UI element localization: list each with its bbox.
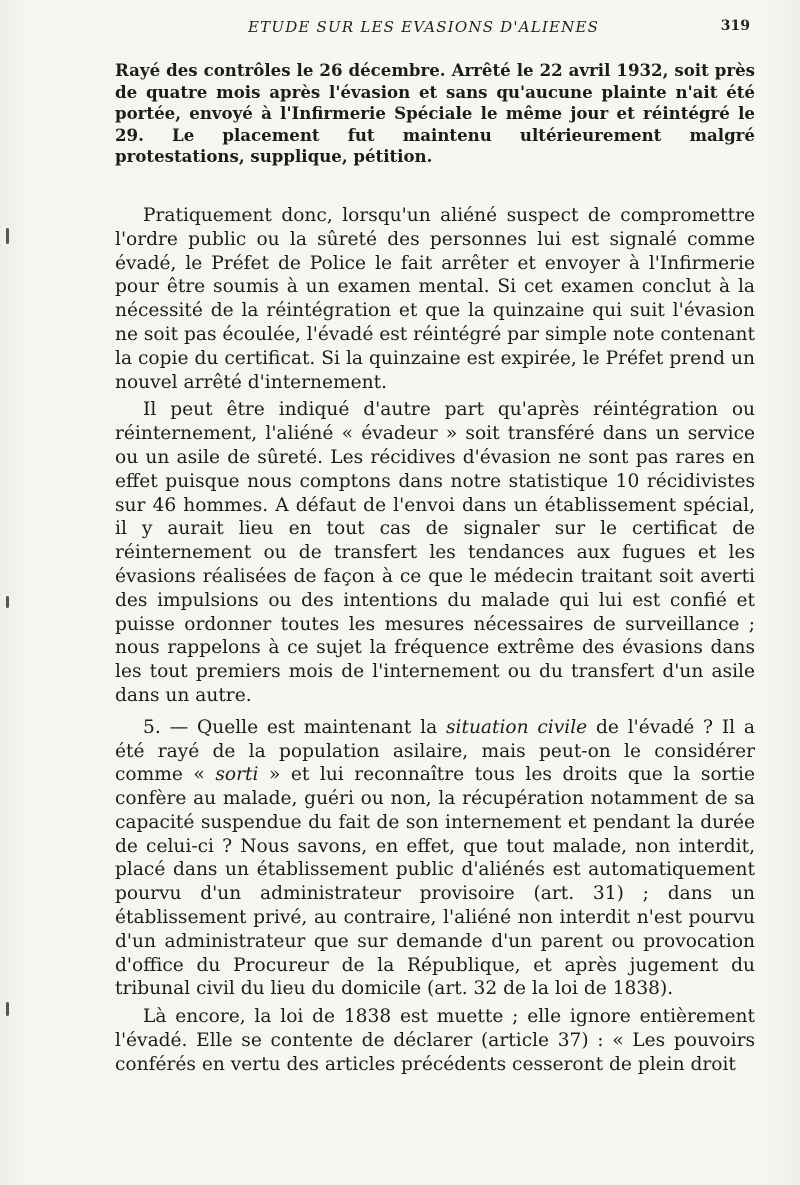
section-sorti: sorti <box>215 764 259 786</box>
section-5-paragraph <box>115 716 755 1002</box>
section-dash: — <box>169 716 189 738</box>
section-number: 5. <box>143 716 161 738</box>
page-body <box>115 60 755 1077</box>
section-middle: de l'évadé ? Il a été rayé de la population asilaire, mais peut-on le considérer comme « <box>115 716 755 786</box>
running-title: ETUDE SUR LES EVASIONS D'ALIENES <box>248 18 600 36</box>
section-rest: » et lui reconnaître tous les droits que la sortie confère au malade, guéri ou non, la récupération notamment de sa capacité suspendue du fait de son internement et pendant la durée de celui-ci ? Nous savons, en effet, que tout malade, non interdit, placé dans un établissement public d'aliénés est automatiquement pourvu d'un administrateur provisoire (art. 31) ; dans un établissement privé, au contraire, l'aliéné non interdit n'est pourvu d'un administrateur que sur demande d'un parent ou provocation d'office du Procureur de la République, et après jugement du tribunal civil du lieu du domicile (art. 32 de la loi de 1838). <box>115 764 755 1000</box>
practice-paragraph: Pratiquement donc, lorsqu'un aliéné suspect de compromettre l'ordre public ou la sûreté des personnes lui est signalé comme évadé, le Préfet de Police le fait arrêter et envoyer à l'Infirmerie pour être soumis à un examen mental. Si cet examen conclut à la nécessité de la réintégration et que la quinzaine qui suit l'évasion ne soit pas écoulée, l'évadé est réintégré par simple note contenant la copie du certificat. Si la quinzaine est expirée, le Préfet prend un nouvel arrêté d'internement. <box>115 204 755 393</box>
section-lead: Quelle est maintenant la <box>196 716 438 738</box>
case-excerpt-paragraph: Rayé des contrôles le 26 décembre. Arrêté le 22 avril 1932, soit près de quatre mois après l'évasion et sans qu'aucune plainte n'ait été portée, envoyé à l'Infirmerie Spéciale le même jour et réintégré le 29. Le placement fut maintenu ultérieurement malgré protestations, supplique, pétition. <box>115 60 755 167</box>
page-number: 319 <box>720 18 750 34</box>
margin-mark <box>6 228 9 244</box>
margin-mark <box>6 1002 9 1016</box>
margin-mark <box>6 596 9 608</box>
law-paragraph: Là encore, la loi de 1838 est muette ; elle ignore entièrement l'évadé. Elle se contente de déclarer (article 37) : « Les pouvoirs conférés en vertu des articles précédents cesseront de plein droit <box>115 1006 755 1075</box>
section-emphasis: situation civile <box>445 716 588 738</box>
transfer-paragraph: Il peut être indiqué d'autre part qu'après réintégration ou réinternement, l'aliéné « évadeur » soit transféré dans un service ou un asile de sûreté. Les récidives d'évasion ne sont pas rares en effet puisque nous comptons dans notre statistique 10 récidivistes sur 46 hommes. A défaut de l'envoi dans un établissement spécial, il y aurait lieu en tout cas de signaler sur le certificat de réinternement ou de transfert les tendances aux fugues et les évasions réalisées de façon à ce que le médecin traitant soit averti des impulsions ou des intentions du malade qui lui est confié et puisse ordonner toutes les mesures nécessaires de surveillance ; nous rappelons à ce sujet la fréquence extrême des évasions dans les tout premiers mois de l'internement ou du transfert d'un asile dans un autre. <box>115 399 755 706</box>
